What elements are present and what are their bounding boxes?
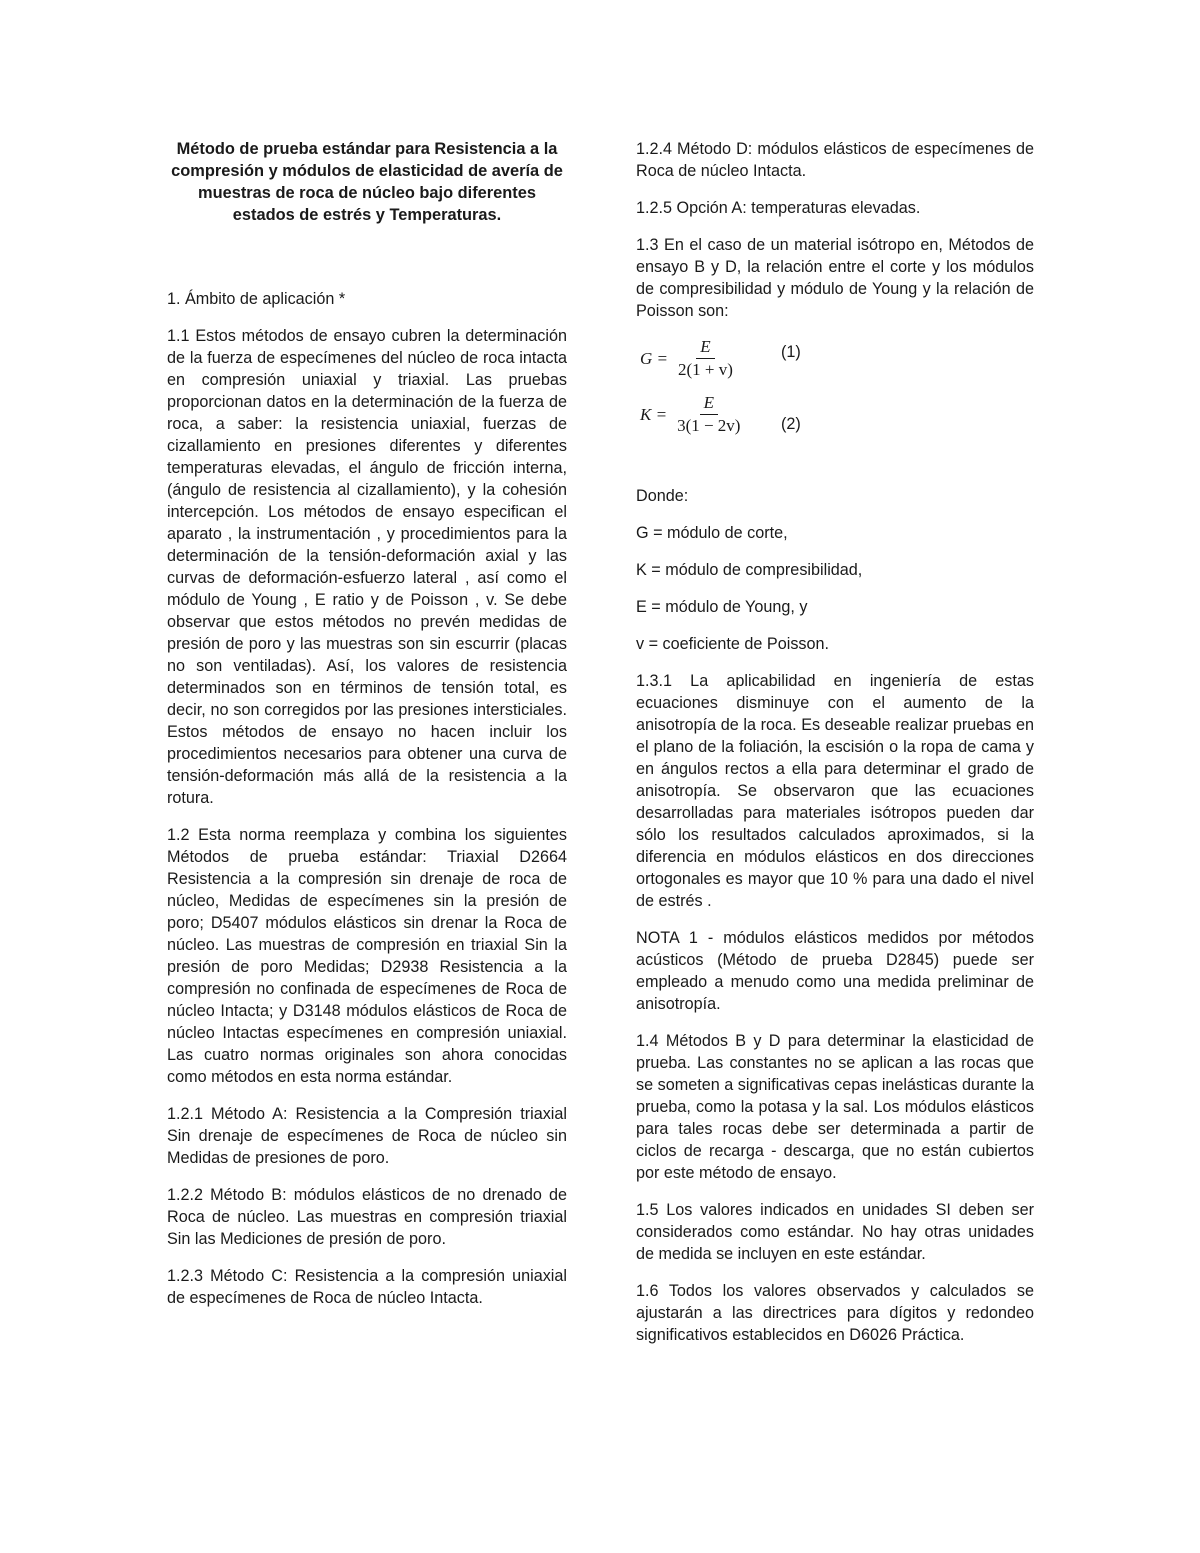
numerator: E [696, 337, 714, 359]
definition-v: v = coeficiente de Poisson. [636, 635, 830, 653]
document-title: Método de prueba estándar para Resistencia a la compresión y módulos de elasticidad de avería de muestras de roca de núcleo bajo diferentes estados de estrés y Temperaturas. [171, 140, 563, 224]
numerator: E [700, 393, 718, 415]
equation-lhs: K = [640, 404, 668, 424]
paragraph-1-2-5: 1.2.5 Opción A: temperaturas elevadas. [636, 199, 921, 217]
paragraph-1-1: 1.1 Estos métodos de ensayo cubren la determinación de la fuerza de especímenes del núcleo de roca intacta en compresión uniaxial y triaxial. Las pruebas proporcionan datos en la determinación de la fuerza de roca, a saber: la resistencia uniaxial, fuerzas de cizallamiento en presiones diferentes y diferentes temperaturas elevadas, el ángulo de fricción interna, (ángulo de resistencia al cizallamiento), y la cohesión intercepción. Los métodos de ensayo especifican el aparato , la instrumentación , y procedimientos para la determinación de la tensión-deformación axial y las curvas de deformación-esfuerzo lateral , así como el módulo de Young , E ratio y de Poisson , v. Se debe observar que estos métodos no prevén medidas de presión de poro y las muestras son sin escurrir (placas no son ventiladas). Así, los valores de resistencia determinados son en términos de tensión total, es decir, no son corregidos por las presiones intersticiales. Estos métodos de ensayo no hacen incluir los procedimientos necesarios para obtener una curva de tensión-deformación más allá de la resistencia a la rotura. [167, 327, 567, 807]
right-column [636, 138, 1034, 1361]
paragraph-1-3-1: 1.3.1 La aplicabilidad en ingeniería de estas ecuaciones disminuye con el aumento de la anisotropía de la roca. Es deseable realizar pruebas en el plano de la foliación, la escisión o la ropa de cama y en ángulos rectos a ella para determinar el grado de anisotropía. Se observaron que las ecuaciones desarrolladas para materiales isótropos pueden dar sólo los resultados calculados aproximados, si la diferencia en módulos elásticos en dos direcciones ortogonales es mayor que 10 % para una dado el nivel de estrés . [636, 672, 1034, 910]
definition-k: K = módulo de compresibilidad, [636, 561, 863, 579]
equation-lhs: G = [640, 348, 668, 368]
paragraph-1-2-2: 1.2.2 Método B: módulos elásticos de no drenado de Roca de núcleo. Las muestras en compresión triaxial Sin las Mediciones de presión de poro. [167, 1186, 567, 1248]
denominator: 3(1 − 2v) [677, 416, 741, 435]
paragraph-1-2-1: 1.2.1 Método A: Resistencia a la Compresión triaxial Sin drenaje de especímenes de Roca de núcleo sin Medidas de presiones de poro. [167, 1105, 567, 1167]
definition-g: G = módulo de corte, [636, 524, 788, 542]
paragraph-1-6: 1.6 Todos los valores observados y calculados se ajustarán a las directrices para dígitos y redondeo significativos establecidos en D6026 Práctica. [636, 1282, 1034, 1344]
equation-number: (2) [781, 415, 801, 433]
paragraph-1-2-3: 1.2.3 Método C: Resistencia a la compresión uniaxial de especímenes de Roca de núcleo Intacta. [167, 1267, 567, 1307]
equation-shear-modulus [640, 337, 733, 380]
paragraph-1-5: 1.5 Los valores indicados en unidades SI deben ser considerados como estándar. No hay otras unidades de medida se incluyen en este estándar. [636, 1201, 1034, 1263]
left-column [167, 138, 567, 1324]
fraction [677, 393, 740, 436]
fraction [678, 337, 733, 380]
equation-number: (1) [781, 343, 801, 361]
definition-e: E = módulo de Young, y [636, 598, 808, 616]
note-1: NOTA 1 - módulos elásticos medidos por métodos acústicos (Método de prueba D2845) puede ser empleado a menudo como una medida preliminar de anisotropía. [636, 929, 1034, 1013]
paragraph-1-4: 1.4 Métodos B y D para determinar la elasticidad de prueba. Las constantes no se aplican a las rocas que se someten a significativas cepas inelásticas durante la prueba, como la potasa y la sal. Los módulos elásticos para tales rocas debe ser determinada a partir de ciclos de recarga - descarga, que no están cubiertos por este método de ensayo. [636, 1032, 1034, 1182]
paragraph-1-3: 1.3 En el caso de un material isótropo en, Métodos de ensayo B y D, la relación entre el corte y los módulos de compresibilidad y módulo de Young y la relación de Poisson son: [636, 236, 1034, 320]
paragraph-1-2: 1.2 Esta norma reemplaza y combina los siguientes Métodos de prueba estándar: Triaxial D2664 Resistencia a la compresión sin drenaje de roca de núcleo, Medidas de especímenes sin la presión de poro; D5407 módulos elásticos sin drenar la Roca de núcleo. Las muestras de compresión en triaxial Sin la presión de poro Medidas; D2938 Resistencia a la compresión no confinada de especímenes de Roca de núcleo Intacta; y D3148 módulos elásticos de Roca de núcleo Intactas especímenes en compresión uniaxial. Las cuatro normas originales son ahora conocidas como métodos en esta norma estándar. [167, 826, 567, 1086]
donde-label: Donde: [636, 487, 689, 505]
section-heading: 1. Ámbito de aplicación * [167, 290, 346, 308]
equation-bulk-modulus [640, 393, 740, 436]
denominator: 2(1 + v) [678, 360, 733, 379]
equations-block [636, 337, 1034, 455]
paragraph-1-2-4: 1.2.4 Método D: módulos elásticos de especímenes de Roca de núcleo Intacta. [636, 140, 1034, 180]
